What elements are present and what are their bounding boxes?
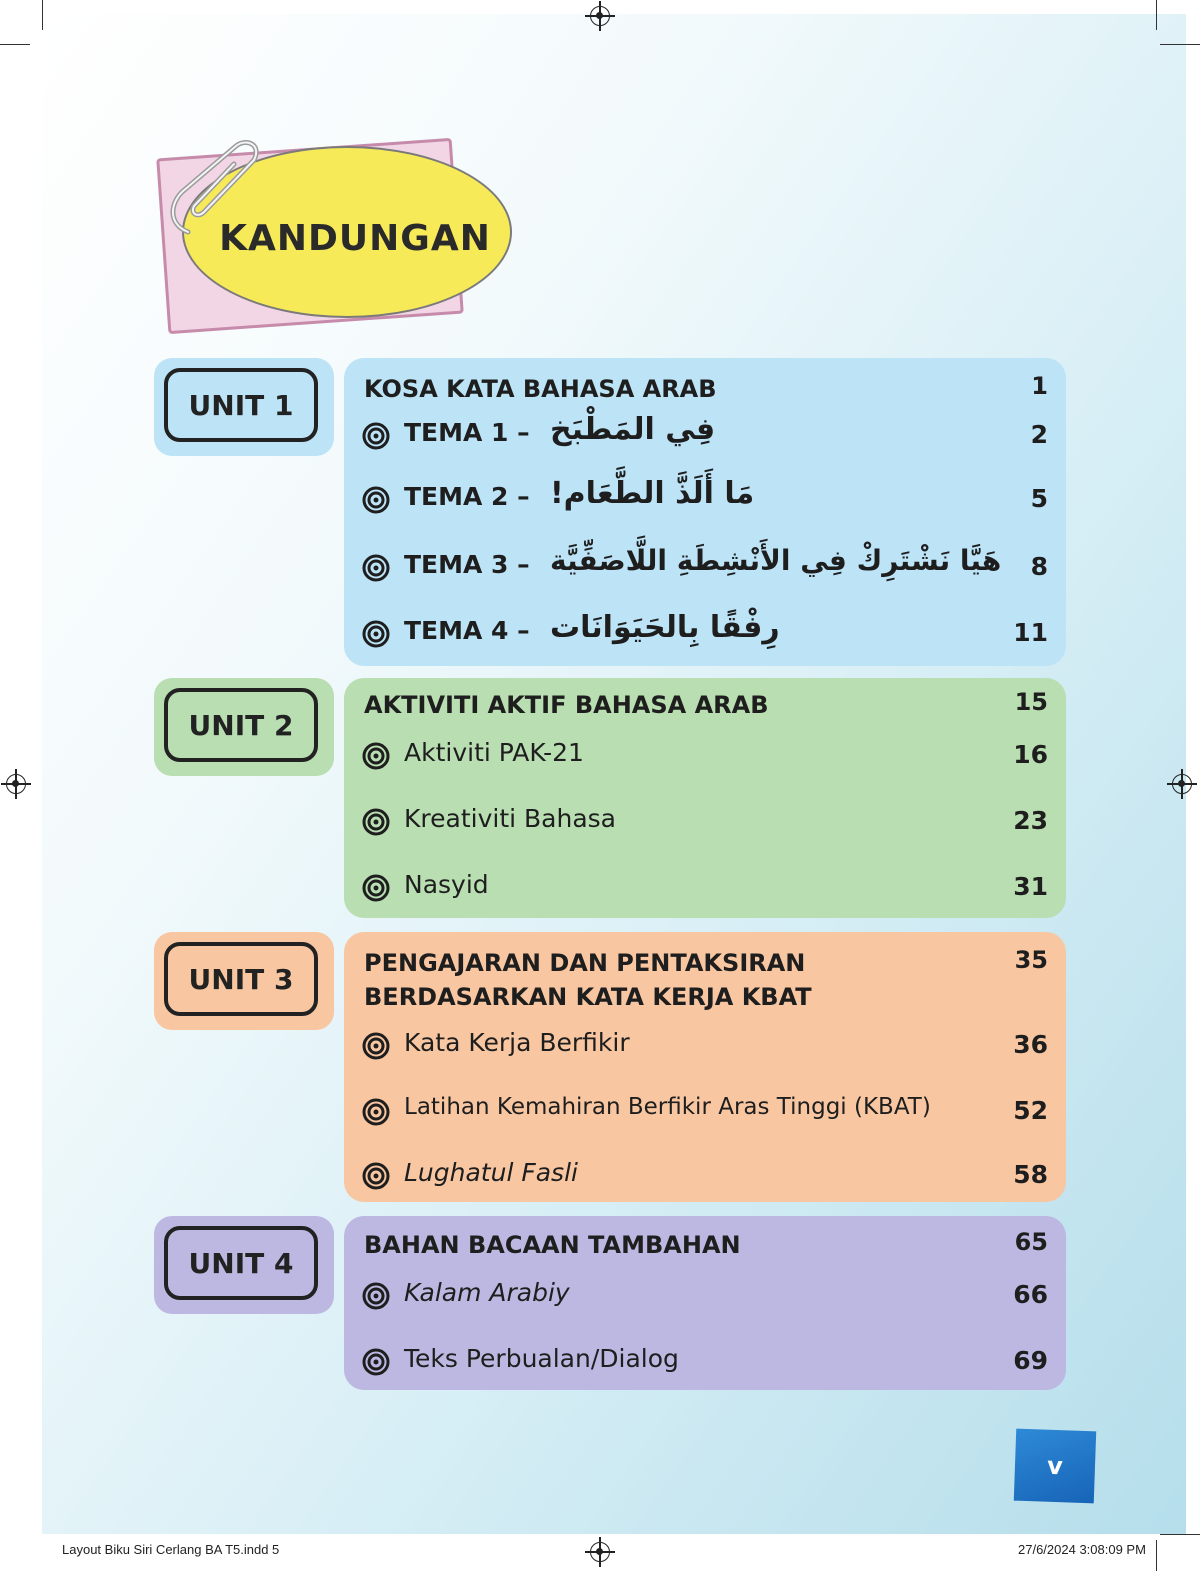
registration-mark-icon (590, 1542, 610, 1562)
toc-item-label: Aktiviti PAK-21 (404, 738, 584, 767)
unit-heading-page-1: 1 (1031, 372, 1048, 400)
toc-row[interactable] (362, 612, 1048, 652)
toc-item-label: Latihan Kemahiran Berfikir Aras Tinggi (KBAT) (404, 1094, 931, 1120)
toc-item-page: 2 (1030, 420, 1048, 449)
toc-item-label: Kata Kerja Berfikir (404, 1028, 630, 1057)
unit-heading-page-3: 35 (1014, 946, 1048, 974)
toc-item-label: TEMA 1 – (404, 418, 530, 447)
spiral-icon (362, 874, 390, 902)
unit-heading-page-4: 65 (1014, 1228, 1048, 1256)
unit-label-2: UNIT 2 (164, 688, 318, 762)
unit-label-4: UNIT 4 (164, 1226, 318, 1300)
toc-row[interactable] (362, 1340, 1048, 1380)
spiral-icon (362, 1162, 390, 1190)
unit-panel-3 (344, 932, 1066, 1202)
toc-row[interactable] (362, 1274, 1048, 1314)
toc-row[interactable] (362, 800, 1048, 840)
footer-file-info: Layout Biku Siri Cerlang BA T5.indd 5 (62, 1542, 280, 1557)
toc-item-page: 58 (1013, 1160, 1048, 1189)
toc-item-arabic: فِي المَطْبَخ (550, 412, 716, 447)
toc-item-label: Lughatul Fasli (404, 1158, 578, 1187)
spiral-icon (362, 486, 390, 514)
spiral-icon (362, 808, 390, 836)
registration-mark-icon (6, 774, 26, 794)
unit-panel-2 (344, 678, 1066, 918)
toc-item-arabic: هَيَّا نَشْتَرِكْ فِي الأَنْشِطَةِ اللَّاصَفِّيَّة (550, 544, 1002, 577)
spiral-icon (362, 1098, 390, 1126)
toc-item-page: 5 (1030, 484, 1048, 513)
toc-item-page: 36 (1013, 1030, 1048, 1059)
unit-panel-1 (344, 358, 1066, 666)
page-title: KANDUNGAN (219, 218, 491, 259)
page-number-badge: v (1014, 1429, 1096, 1504)
toc-row[interactable] (362, 546, 1048, 586)
toc-item-page: 69 (1013, 1346, 1048, 1375)
toc-item-page: 8 (1030, 552, 1048, 581)
toc-row[interactable] (362, 478, 1048, 518)
toc-row[interactable] (362, 866, 1048, 906)
title-block (150, 130, 530, 360)
toc-item-page: 16 (1013, 740, 1048, 769)
unit-label-3: UNIT 3 (164, 942, 318, 1016)
spiral-icon (362, 1032, 390, 1060)
crop-mark (42, 0, 43, 30)
toc-item-label: TEMA 2 – (404, 482, 530, 511)
toc-row[interactable] (362, 1024, 1048, 1064)
toc-item-label: Teks Perbualan/Dialog (404, 1344, 679, 1373)
registration-mark-icon (1172, 774, 1192, 794)
toc-item-arabic: رِفْقًا بِالحَيَوَانَات (550, 610, 780, 645)
toc-row[interactable] (362, 1154, 1048, 1194)
toc-item-page: 23 (1013, 806, 1048, 835)
spiral-icon (362, 554, 390, 582)
toc-item-arabic: مَا أَلَذَّ الطَّعَام! (550, 476, 755, 511)
unit-tab-3 (154, 932, 334, 1030)
spiral-icon (362, 742, 390, 770)
unit-heading-4: BAHAN BACAAN TAMBAHAN (364, 1231, 741, 1259)
toc-item-label: Kreativiti Bahasa (404, 804, 616, 833)
toc-item-label: Kalam Arabiy (404, 1278, 570, 1307)
crop-mark (1156, 0, 1157, 30)
toc-item-page: 11 (1013, 618, 1048, 647)
unit-heading-2: AKTIVITI AKTIF BAHASA ARAB (364, 691, 769, 719)
unit-panel-4 (344, 1216, 1066, 1390)
unit-heading-3: PENGAJARAN DAN PENTAKSIRAN (364, 949, 806, 977)
registration-mark-icon (590, 6, 610, 26)
spiral-icon (362, 620, 390, 648)
toc-item-page: 31 (1013, 872, 1048, 901)
spiral-icon (362, 1282, 390, 1310)
toc-row[interactable] (362, 1090, 1048, 1130)
toc-item-page: 66 (1013, 1280, 1048, 1309)
unit-heading-1: KOSA KATA BAHASA ARAB (364, 375, 717, 403)
crop-mark (1160, 1534, 1200, 1535)
unit-tab-4 (154, 1216, 334, 1314)
unit-tab-2 (154, 678, 334, 776)
toc-item-page: 52 (1013, 1096, 1048, 1125)
unit-tab-1 (154, 358, 334, 456)
toc-item-label: Nasyid (404, 870, 489, 899)
crop-mark (0, 44, 30, 45)
unit-label-1: UNIT 1 (164, 368, 318, 442)
toc-row[interactable] (362, 734, 1048, 774)
toc-item-label: TEMA 4 – (404, 616, 530, 645)
footer-timestamp: 27/6/2024 3:08:09 PM (1018, 1542, 1146, 1557)
toc-item-label: TEMA 3 – (404, 550, 530, 579)
unit-heading-3-line2: BERDASARKAN KATA KERJA KBAT (364, 983, 812, 1011)
spiral-icon (362, 1348, 390, 1376)
unit-heading-page-2: 15 (1014, 688, 1048, 716)
crop-mark (1160, 44, 1200, 45)
spiral-icon (362, 422, 390, 450)
crop-mark (1156, 1540, 1157, 1571)
toc-row[interactable] (362, 414, 1048, 454)
